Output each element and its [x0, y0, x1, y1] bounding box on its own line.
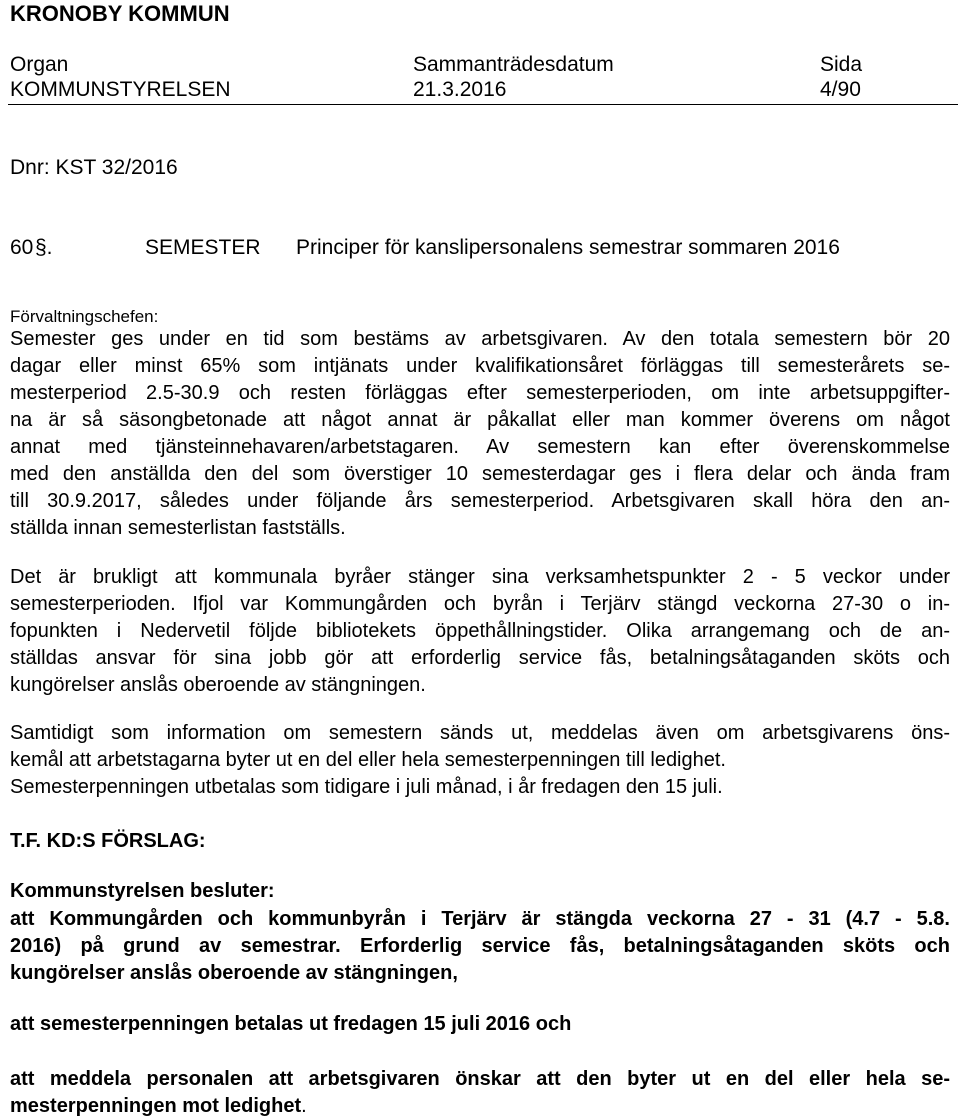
diary-number: Dnr: KST 32/2016 — [10, 156, 178, 179]
header-organ-label: Organ — [10, 53, 69, 76]
decision-line: 2016) på grund av semestrar. Erforderlig service fås, betalningsåtaganden sköts och — [10, 935, 950, 957]
header-organ-value: KOMMUNSTYRELSEN — [10, 78, 231, 101]
decision-line-end: . — [301, 1095, 307, 1117]
paragraph-line: semesterperioden. Ifjol var Kommungården och byrån i Terjärv stängd veckorna 27-30 o in- — [10, 593, 950, 615]
decision-2: att semesterpenningen betalas ut fredagen 15 juli 2016 och — [10, 1013, 572, 1035]
header-divider — [8, 104, 958, 105]
paragraph-line: mesterperiod 2.5-30.9 och resten förläggas efter semesterperioden, om inte arbetsuppgifter- — [10, 382, 950, 404]
header-page-value: 4/90 — [820, 78, 861, 101]
paragraph-3 — [10, 720, 950, 801]
decision-3 — [10, 1066, 950, 1120]
proposal-heading: T.F. KD:S FÖRSLAG: — [10, 830, 206, 852]
paragraph-line: dagar eller minst 65% som intjänats under kvalifikationsåret förläggas till semesterårets se- — [10, 355, 950, 377]
paragraph-line: ställda innan semesterlistan fastställs. — [10, 517, 346, 539]
decision-1 — [10, 906, 950, 987]
paragraph-line: fopunkten i Nedervetil följde bibliotekets öppethållningstider. Olika arrangemang och de an- — [10, 620, 950, 642]
decision-heading: Kommunstyrelsen besluter: — [10, 880, 275, 902]
paragraph-line: Semester ges under en tid som bestäms av arbetsgivaren. Av den totala semestern bör 20 — [10, 328, 950, 350]
decision-line: att Kommungården och kommunbyrån i Terjärv är stängda veckorna 27 - 31 (4.7 - 5.8. — [10, 908, 950, 930]
header-page-label: Sida — [820, 53, 863, 76]
municipality-title: KRONOBY KOMMUN — [10, 1, 230, 26]
paragraph-line: Det är brukligt att kommunala byråer stänger sina verksamhetspunkter 2 - 5 veckor under — [10, 566, 950, 588]
paragraph-1 — [10, 326, 950, 542]
section-number: 60 — [10, 236, 34, 259]
paragraph-line: Semesterpenningen utbetalas som tidigare i juli månad, i år fredagen den 15 juli. — [10, 776, 723, 798]
decision-line: kungörelser anslås oberoende av stängningen, — [10, 962, 458, 984]
paragraph-line: annat med tjänsteinnehavaren/arbetstagaren. Av semestern kan efter överenskommelse — [10, 436, 950, 458]
decision-line — [10, 1093, 950, 1120]
section-code: SEMESTER — [145, 236, 261, 259]
paragraph-line: kemål att arbetstagarna byter ut en del eller hela semesterpenningen till ledighet. — [10, 749, 726, 771]
presenter-label: Förvaltningschefen: — [10, 307, 159, 326]
paragraph-line: na är så säsongbetonade att något annat är påkallat eller man kommer överens om något — [10, 409, 950, 431]
decision-line-text: mesterpenningen mot ledighet — [10, 1095, 302, 1117]
decision-line: att meddela personalen att arbetsgivaren önskar att den byter ut en del eller hela se- — [10, 1068, 950, 1090]
paragraph-line: ställdas ansvar för sina jobb gör att erforderlig service fås, betalningsåtaganden sköts och — [10, 647, 950, 669]
paragraph-line: med den anställda den del som överstiger 10 semesterdagar ges i flera delar och ända fram — [10, 463, 950, 485]
paragraph-line: kungörelser anslås oberoende av stängningen. — [10, 674, 426, 696]
section-mark: §. — [35, 236, 53, 259]
paragraph-2 — [10, 564, 950, 699]
paragraph-line: Samtidigt som information om semestern sänds ut, meddelas även om arbetsgivarens öns- — [10, 722, 950, 744]
paragraph-line: till 30.9.2017, således under följande års semesterperiod. Arbetsgivaren skall höra den an- — [10, 490, 950, 512]
header-date-value: 21.3.2016 — [413, 78, 507, 101]
section-title: Principer för kanslipersonalens semestrar sommaren 2016 — [296, 236, 840, 259]
header-date-label: Sammanträdesdatum — [413, 53, 614, 76]
